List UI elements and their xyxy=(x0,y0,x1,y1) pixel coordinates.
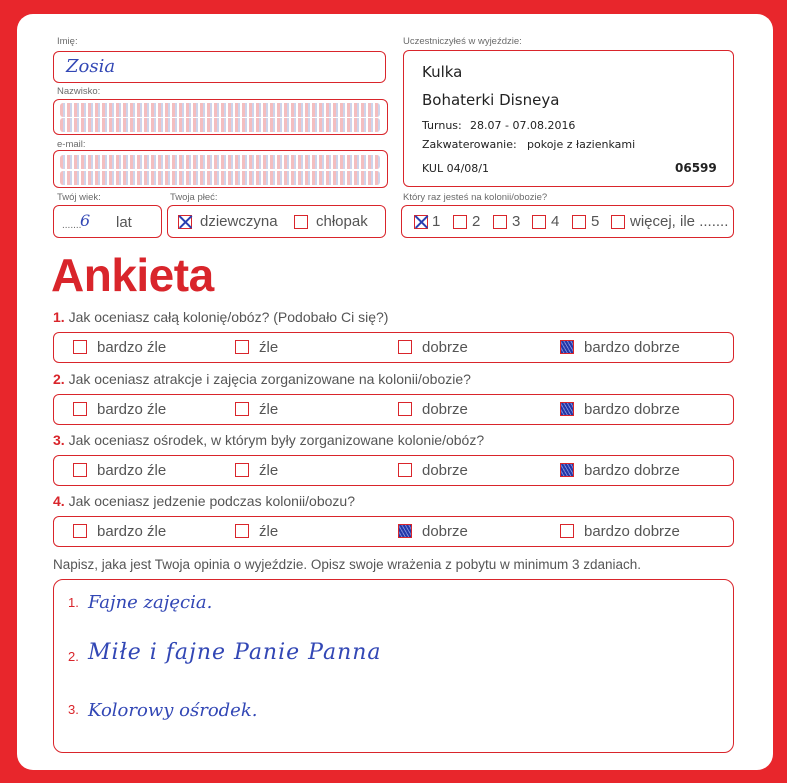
q2-checkbox-good[interactable] xyxy=(398,402,412,416)
q1-option-good: dobrze xyxy=(422,339,468,356)
q3-checkbox-good[interactable] xyxy=(398,463,412,477)
gender-option-boy: chłopak xyxy=(316,213,368,230)
opinion-textarea[interactable] xyxy=(53,579,734,753)
answer-row-3 xyxy=(53,455,734,486)
opinion-line-3: Kolorowy ośrodek. xyxy=(88,700,258,721)
email-label: e-mail: xyxy=(57,139,86,150)
q4-checkbox-very-good[interactable] xyxy=(560,524,574,538)
question-text: Jak oceniasz ośrodek, w którym były zorganizowane kolonie/obóz? xyxy=(68,432,485,448)
visits-field xyxy=(401,205,734,238)
opinion-line-2: Miłe i fajne Panie Panna xyxy=(88,640,382,665)
opinion-prompt: Napisz, jaka jest Twoja opinia o wyjeździe. Opisz swoje wrażenia z pobytu w minimum 3 zdaniach. xyxy=(53,557,642,572)
q4-option-very-bad: bardzo źle xyxy=(97,523,167,540)
q3-checkbox-very-good[interactable] xyxy=(560,463,574,477)
question-3 xyxy=(53,432,484,448)
q2-option-very-good: bardzo dobrze xyxy=(584,401,680,418)
turnus-label: Turnus: xyxy=(422,119,462,132)
q1-checkbox-very-bad[interactable] xyxy=(73,340,87,354)
q4-option-good: dobrze xyxy=(422,523,468,540)
opinion-line-1: Fajne zajęcia. xyxy=(88,592,213,613)
gender-checkbox-girl[interactable] xyxy=(178,215,192,229)
surname-field[interactable] xyxy=(53,99,388,135)
visits-option-3: 3 xyxy=(512,213,521,230)
accommodation-label: Zakwaterowanie: xyxy=(422,138,517,151)
age-label: Twój wiek: xyxy=(57,192,101,203)
question-number: 1. xyxy=(53,309,65,325)
question-text: Jak oceniasz jedzenie podczas kolonii/obozu? xyxy=(68,493,355,509)
q3-option-very-good: bardzo dobrze xyxy=(584,462,680,479)
opinion-number-3: 3. xyxy=(68,702,79,717)
q2-option-good: dobrze xyxy=(422,401,468,418)
q1-checkbox-bad[interactable] xyxy=(235,340,249,354)
question-number: 2. xyxy=(53,371,65,387)
question-text: Jak oceniasz atrakcje i zajęcia zorganizowane na kolonii/obozie? xyxy=(68,371,471,387)
turnus-value: 28.07 - 07.08.2016 xyxy=(470,119,576,132)
accommodation-value: pokoje z łazienkami xyxy=(527,138,636,151)
visits-option-1: 1 xyxy=(432,213,441,230)
q4-checkbox-bad[interactable] xyxy=(235,524,249,538)
answer-row-2 xyxy=(53,394,734,425)
q2-checkbox-very-bad[interactable] xyxy=(73,402,87,416)
ticket-label: Uczestniczyłeś w wyjeździe: xyxy=(403,36,522,47)
visits-checkbox-more[interactable] xyxy=(611,215,625,229)
q2-option-very-bad: bardzo źle xyxy=(97,401,167,418)
age-value: 6 xyxy=(80,211,91,230)
question-number: 3. xyxy=(53,432,65,448)
answer-row-4 xyxy=(53,516,734,547)
name-label: Imię: xyxy=(57,36,78,47)
ticket-line2: Bohaterki Disneya xyxy=(422,91,560,109)
opinion-number-1: 1. xyxy=(68,595,79,610)
redacted-surname xyxy=(60,103,380,117)
question-text: Jak oceniasz całą kolonię/obóz? (Podobało Ci się?) xyxy=(68,309,389,325)
gender-field xyxy=(167,205,386,238)
visits-checkbox-2[interactable] xyxy=(453,215,467,229)
q2-checkbox-very-good[interactable] xyxy=(560,402,574,416)
age-field[interactable]: ....... 6 lat xyxy=(53,205,162,238)
email-field[interactable] xyxy=(53,150,388,188)
visits-checkbox-5[interactable] xyxy=(572,215,586,229)
q4-checkbox-good[interactable] xyxy=(398,524,412,538)
answer-row-1 xyxy=(53,332,734,363)
redacted-surname xyxy=(60,118,380,132)
gender-option-girl: dziewczyna xyxy=(200,213,278,230)
q3-option-very-bad: bardzo źle xyxy=(97,462,167,479)
name-value: Zosia xyxy=(66,56,116,77)
q2-option-bad: źle xyxy=(259,401,279,418)
visits-label: Który raz jesteś na kolonii/obozie? xyxy=(403,192,548,203)
visits-option-5: 5 xyxy=(591,213,600,230)
visits-checkbox-1[interactable] xyxy=(414,215,428,229)
name-field[interactable] xyxy=(53,51,386,83)
redacted-email xyxy=(60,171,380,185)
age-unit: lat xyxy=(116,214,132,231)
ticket-code: KUL 04/08/1 xyxy=(422,162,489,175)
visits-checkbox-4[interactable] xyxy=(532,215,546,229)
ticket-number: 06599 xyxy=(675,161,717,175)
surname-label: Nazwisko: xyxy=(57,86,101,97)
q1-option-very-bad: bardzo źle xyxy=(97,339,167,356)
q2-checkbox-bad[interactable] xyxy=(235,402,249,416)
q1-option-very-good: bardzo dobrze xyxy=(584,339,680,356)
trip-ticket xyxy=(403,50,734,187)
q3-checkbox-very-bad[interactable] xyxy=(73,463,87,477)
ticket-line1: Kulka xyxy=(422,63,463,81)
q4-option-bad: źle xyxy=(259,523,279,540)
visits-option-4: 4 xyxy=(551,213,560,230)
q4-option-very-good: bardzo dobrze xyxy=(584,523,680,540)
gender-checkbox-boy[interactable] xyxy=(294,215,308,229)
q3-option-bad: źle xyxy=(259,462,279,479)
opinion-number-2: 2. xyxy=(68,649,79,664)
visits-option-more: więcej, ile ....... xyxy=(630,213,729,230)
redacted-email xyxy=(60,155,380,169)
q3-option-good: dobrze xyxy=(422,462,468,479)
q3-checkbox-bad[interactable] xyxy=(235,463,249,477)
question-number: 4. xyxy=(53,493,65,509)
q1-option-bad: źle xyxy=(259,339,279,356)
question-1 xyxy=(53,309,388,325)
visits-option-2: 2 xyxy=(472,213,481,230)
q1-checkbox-good[interactable] xyxy=(398,340,412,354)
q4-checkbox-very-bad[interactable] xyxy=(73,524,87,538)
survey-title: Ankieta xyxy=(51,249,214,301)
q1-checkbox-very-good[interactable] xyxy=(560,340,574,354)
visits-checkbox-3[interactable] xyxy=(493,215,507,229)
question-2 xyxy=(53,371,471,387)
gender-label: Twoja płeć: xyxy=(170,192,218,203)
question-4 xyxy=(53,493,355,509)
